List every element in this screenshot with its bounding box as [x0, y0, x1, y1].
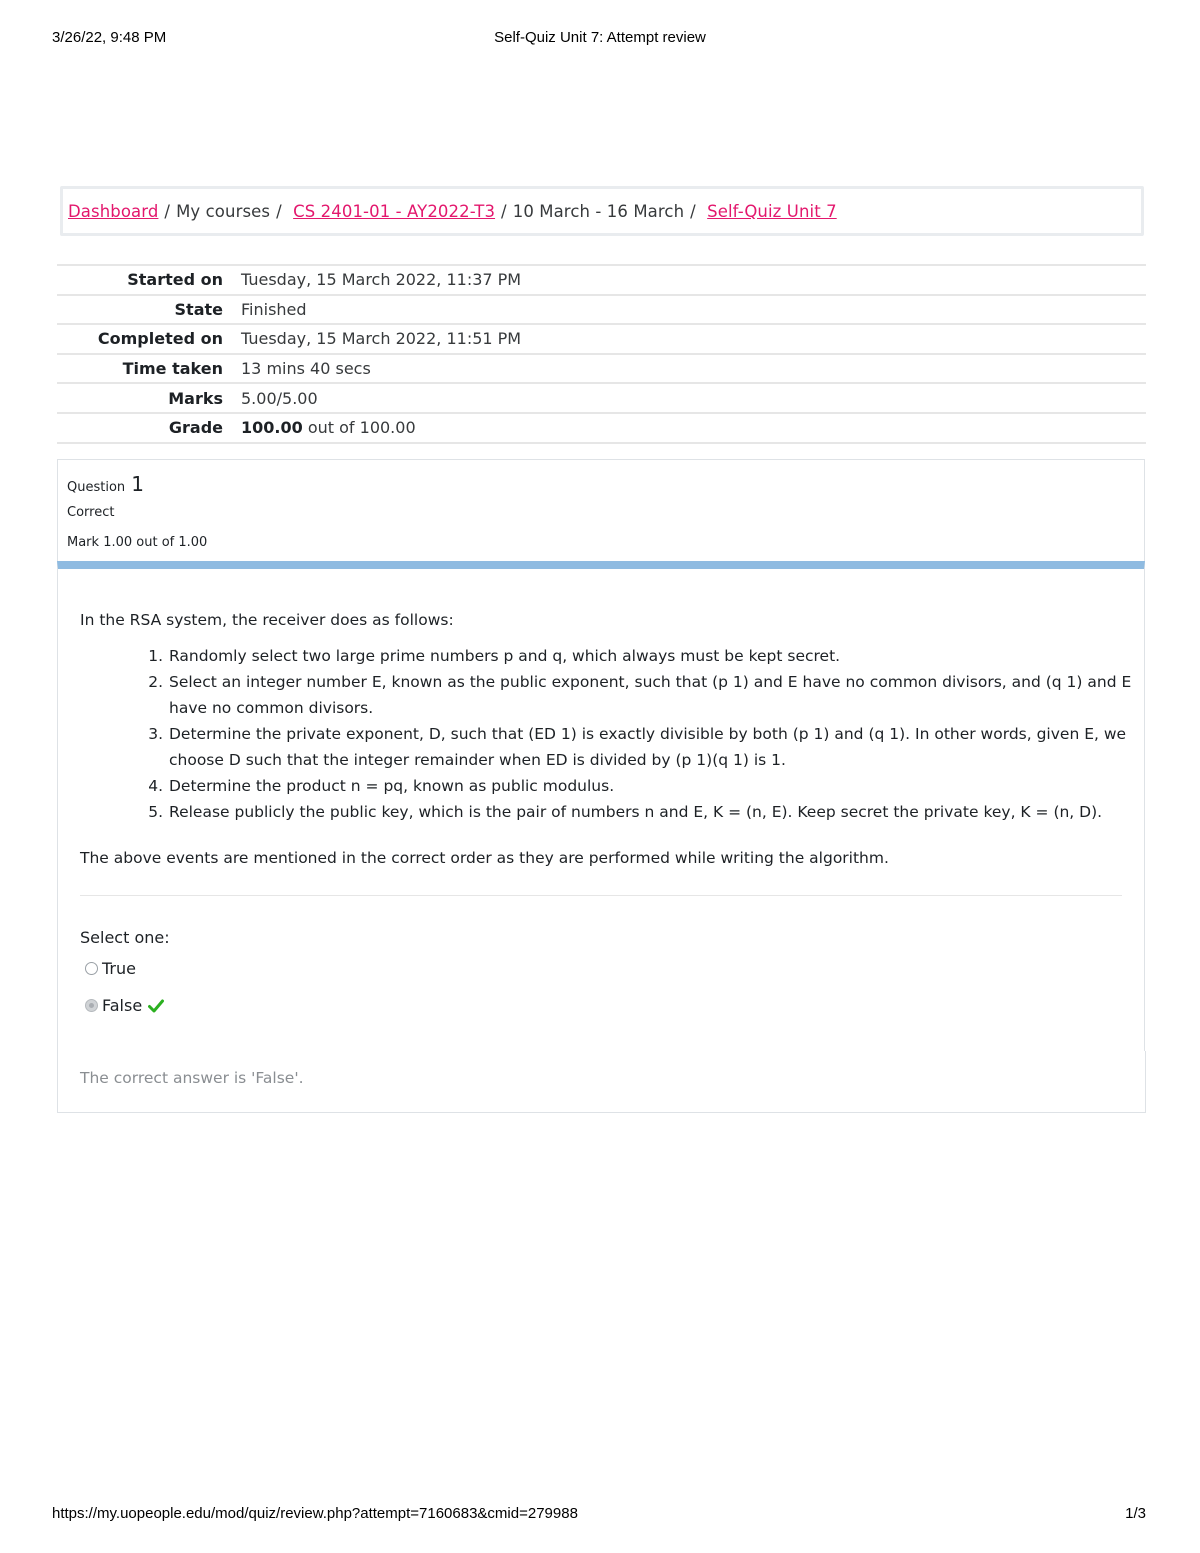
question-intro: In the RSA system, the receiver does as follows: — [80, 611, 454, 629]
summary-value — [241, 413, 1146, 443]
summary-row-time-taken — [57, 354, 1146, 384]
question-grade: Mark 1.00 out of 1.00 — [67, 535, 208, 550]
steps-list — [146, 643, 1148, 825]
summary-value: Tuesday, 15 March 2022, 11:37 PM — [241, 270, 522, 290]
breadcrumb-separator: / — [164, 202, 171, 221]
question-number — [67, 472, 144, 496]
radio-false[interactable] — [85, 999, 98, 1012]
summary-row-grade — [57, 413, 1146, 443]
answer-prompt: Select one: — [80, 928, 170, 947]
right-answer: The correct answer is 'False'. — [80, 1069, 304, 1087]
step-item: 5. Release publicly the public key, which is the pair of numbers n and E, K = (n, E). Keep secret the private key, K = (n, D). — [168, 799, 1148, 825]
print-title: Self-Quiz Unit 7: Attempt review — [494, 29, 706, 46]
question-formulation — [57, 561, 1145, 1051]
breadcrumb-course-link[interactable]: CS 2401-01 - AY2022-T3 — [293, 202, 496, 221]
breadcrumb-separator: / — [276, 202, 282, 221]
summary-row-started — [57, 265, 1146, 295]
summary-label: State — [174, 299, 223, 319]
summary-value: 5.00/5.00 — [241, 388, 318, 408]
question-state: Correct — [67, 505, 115, 520]
step-item: 1. Randomly select two large prime numbers p and q, which always must be kept secret. — [168, 643, 1148, 669]
breadcrumb-week: 10 March - 16 March — [512, 202, 685, 221]
question-outro: The above events are mentioned in the correct order as they are performed while writing the algorithm. — [80, 849, 889, 867]
print-datetime: 3/26/22, 9:48 PM — [52, 29, 167, 46]
breadcrumb-dashboard-link[interactable]: Dashboard — [68, 202, 159, 221]
summary-label: Completed on — [97, 329, 223, 349]
grade-suffix: out of 100.00 — [307, 418, 416, 438]
summary-value: Finished — [241, 299, 307, 319]
breadcrumb-separator: / — [690, 202, 696, 221]
step-item: 2. Select an integer number E, known as the public exponent, such that (p 1) and E have no common divisors, and (q 1) and E have no common divisors. — [168, 669, 1148, 721]
option-label: False — [102, 996, 143, 1015]
question-label: Question — [67, 480, 126, 495]
summary-value: Tuesday, 15 March 2022, 11:51 PM — [241, 329, 522, 349]
breadcrumb-separator: / — [501, 202, 507, 221]
question-number-value: 1 — [131, 472, 145, 496]
step-item: 4. Determine the product n = pq, known as public modulus. — [168, 773, 1148, 799]
attempt-summary-table — [57, 264, 1146, 444]
breadcrumb-box — [60, 186, 1144, 236]
option-false[interactable] — [85, 996, 164, 1015]
grade-score: 100.00 — [241, 418, 303, 438]
print-url: https://my.uopeople.edu/mod/quiz/review.php?attempt=7160683&cmid=279988 — [52, 1505, 578, 1522]
summary-row-completed — [57, 324, 1146, 354]
summary-row-state — [57, 295, 1146, 325]
summary-value: 13 mins 40 secs — [241, 359, 371, 379]
step-item: 3. Determine the private exponent, D, such that (ED 1) is exactly divisible by both (p 1) and (q 1). In other words, given E, we choose D such that the integer remainder when ED is divided by (p 1)(q 1) is 1. — [168, 721, 1148, 773]
print-page-number: 1/3 — [1125, 1505, 1146, 1522]
question-info-panel — [57, 459, 1145, 563]
divider — [80, 895, 1122, 896]
option-label: True — [102, 959, 136, 978]
option-true[interactable] — [85, 959, 136, 978]
check-icon — [148, 999, 164, 1013]
summary-label: Grade — [168, 418, 223, 438]
summary-label: Started on — [127, 270, 223, 290]
summary-row-marks — [57, 383, 1146, 413]
breadcrumb-my-courses: My courses — [176, 202, 271, 221]
breadcrumb — [68, 202, 837, 221]
question-outcome — [57, 1051, 1146, 1113]
radio-true[interactable] — [85, 962, 98, 975]
summary-label: Time taken — [122, 359, 223, 379]
breadcrumb-quiz-link[interactable]: Self-Quiz Unit 7 — [707, 202, 837, 221]
summary-label: Marks — [168, 388, 223, 408]
